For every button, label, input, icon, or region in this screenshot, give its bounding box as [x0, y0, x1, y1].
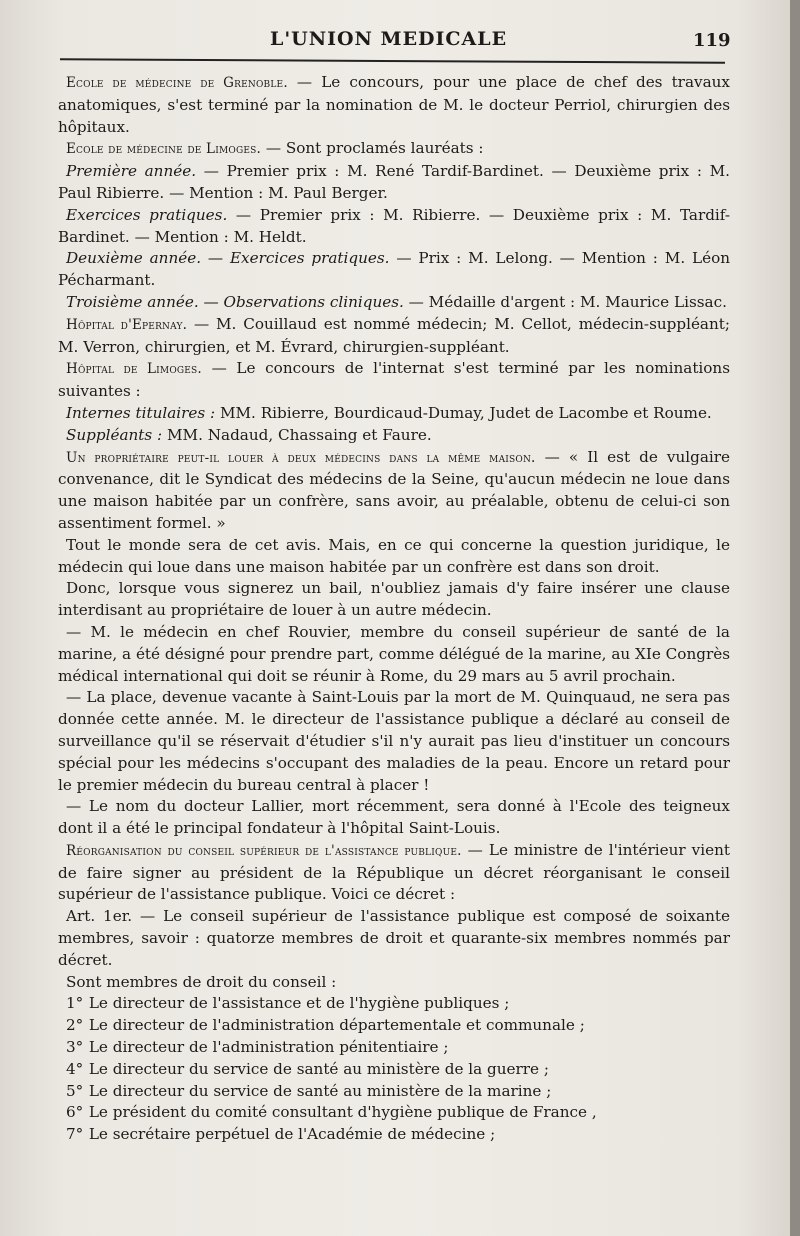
paragraph-text: — Premier prix : M. Ribierre. — Deuxième prix : M. Tardif-Bardinet. — Mention : M. Heldt. [58, 205, 730, 246]
paragraph [58, 535, 730, 579]
paragraph [58, 622, 730, 687]
paragraph-list [58, 72, 730, 993]
paragraph [58, 403, 730, 425]
paragraph-lead: Ecole de médecine de Limoges. [66, 141, 261, 158]
paragraph-text: — Prix : M. Lelong. — Mention : M. Léon Pécharmant. [58, 249, 731, 290]
paragraph-lead: Hôpital de Limoges. [66, 361, 202, 378]
paragraph [58, 840, 730, 906]
list-item-text: Le directeur du service de santé au ministère de la guerre ; [88, 1059, 549, 1078]
paragraph-text: — Le ministre de l'intérieur vient de faire signer au président de la République un décret réorganisant le conseil supérieur de l'assistance publique. Voici ce décret : [58, 840, 730, 904]
paragraph-text: Sont membres de droit du conseil : [66, 972, 337, 991]
page-number: 119 [693, 30, 731, 51]
list-item [66, 1081, 730, 1103]
list-item [66, 1124, 730, 1146]
paragraph-text: Art. 1er. — Le conseil supérieur de l'assistance publique est composé de soixante membres, savoir : quatorze membres de droit et quarante-six membres nommés par décret. [58, 907, 730, 969]
paragraph [58, 796, 730, 840]
paragraph [58, 972, 730, 994]
book-gutter-shadow [790, 0, 800, 1236]
paragraph [58, 205, 730, 249]
paragraph [58, 248, 730, 292]
list-item-text: Le président du comité consultant d'hygiène publique de France , [88, 1103, 597, 1122]
list-item-number: 6° [66, 1103, 84, 1122]
paragraph [58, 72, 730, 138]
paragraph-lead: Un propriétaire peut-il louer à deux médecins dans la même maison. [66, 449, 536, 466]
paragraph [58, 314, 730, 359]
list-item-number: 5° [66, 1081, 84, 1100]
paragraph [58, 687, 730, 796]
paragraph-text: — Sont proclamés lauréats : [261, 139, 484, 158]
list-item-text: Le secrétaire perpétuel de l'Académie de médecine ; [88, 1125, 496, 1144]
list-item [66, 1102, 730, 1124]
paragraph-text: — Le concours, pour une place de chef des travaux anatomiques, s'est terminé par la nomination de M. le docteur Perriol, chirurgien des hôpitaux. [58, 73, 730, 136]
paragraph-text: — M. le médecin en chef Rouvier, membre du conseil supérieur de santé de la marine, a été désigné pour prendre part, comme délégué de la marine, au XIe Congrès médical international qui doit se réunir à Rome, du 29 mars au 5 avril prochain. [58, 622, 730, 685]
list-item-text: Le directeur du service de santé au ministère de la marine ; [88, 1081, 552, 1100]
article-body [58, 72, 730, 1146]
paragraph-text: — « Il est de vulgaire convenance, dit le Syndicat des médecins de la Seine, qu'aucun médecin ne loue dans une maison habitée par un confrère, sans avoir, au préalable, obtenu de celui-ci son assentiment formel. » [58, 447, 731, 532]
members-list [66, 993, 730, 1146]
paragraph-text: — M. Couillaud est nommé médecin; M. Cellot, médecin-suppléant; M. Verron, chirurgien, et M. Évrard, chirurgien-suppléant. [58, 314, 730, 356]
paragraph-lead: Exercices pratiques. [66, 205, 228, 224]
paragraph-text: — Le concours de l'internat s'est terminé par les nominations suivantes : [58, 359, 731, 401]
paragraph-text: MM. Nadaud, Chassaing et Faure. [162, 425, 432, 444]
paragraph-text: — Premier prix : M. René Tardif-Bardinet. — Deuxième prix : M. Paul Ribierre. — Mention : M. Paul Berger. [58, 162, 730, 202]
paragraph-text: — Médaille d'argent : M. Maurice Lissac. [403, 292, 727, 311]
list-item-text: Le directeur de l'administration départementale et communale ; [88, 1016, 585, 1035]
list-item [66, 1037, 730, 1059]
paragraph-text: MM. Ribierre, Bourdicaud-Dumay, Judet de Lacombe et Roume. [215, 403, 712, 422]
list-item-number: 4° [66, 1059, 84, 1078]
paragraph [58, 906, 730, 971]
list-item-number: 2° [66, 1016, 84, 1035]
list-item-number: 7° [66, 1125, 84, 1144]
paragraph-lead: Réorganisation du conseil supérieur de l'assistance publique. [66, 842, 462, 859]
paragraph [58, 447, 730, 535]
paragraph [58, 138, 730, 161]
list-item-number: 3° [66, 1038, 84, 1057]
list-item [66, 993, 730, 1015]
paragraph-text: — Le nom du docteur Lallier, mort récemment, sera donné à l'Ecole des teigneux dont il a été le principal fondateur à l'hôpital Saint-Louis. [58, 797, 730, 838]
paragraph-lead: Internes titulaires : [66, 403, 216, 422]
running-header [0, 28, 800, 62]
list-item [66, 1059, 730, 1081]
paragraph-lead: Deuxième année. — Exercices pratiques. [66, 249, 390, 268]
list-item-text: Le directeur de l'assistance et de l'hygiène publiques ; [88, 994, 510, 1013]
paragraph-text: — La place, devenue vacante à Saint-Louis par la mort de M. Quinquaud, ne sera pas donnée cette année. M. le directeur de l'assistance publique a déclaré au conseil de surveillance qu'il se réservait d'étudier s'il n'y aurait pas lieu d'instituer un concours spécial pour les médecins s'occupant des maladies de la peau. Encore un retard pour le premier médecin du bureau central à placer ! [58, 688, 730, 794]
list-item-number: 1° [66, 994, 84, 1013]
paragraph [58, 161, 730, 205]
paragraph [58, 425, 730, 447]
paragraph-text: Donc, lorsque vous signerez un bail, n'oubliez jamais d'y faire insérer une clause interdisant au propriétaire de louer à un autre médecin. [58, 579, 730, 620]
paragraph-text: Tout le monde sera de cet avis. Mais, en ce qui concerne la question juridique, le médecin qui loue dans une maison habitée par un confrère est dans son droit. [58, 535, 730, 576]
paragraph-lead: Troisième année. — Observations cliniques. [66, 292, 404, 311]
paragraph-lead: Ecole de médecine de Grenoble. [66, 75, 288, 91]
paragraph-lead: Hôpital d'Epernay. [66, 316, 188, 333]
paragraph-lead: Suppléants : [66, 425, 163, 444]
paragraph-lead: Première année. [66, 162, 197, 181]
list-item-text: Le directeur de l'administration pénitentiaire ; [88, 1038, 449, 1057]
list-item [66, 1015, 730, 1037]
paragraph [58, 292, 730, 314]
paragraph [58, 578, 730, 622]
journal-title: L'UNION MEDICALE [270, 28, 508, 50]
paragraph [58, 358, 730, 403]
